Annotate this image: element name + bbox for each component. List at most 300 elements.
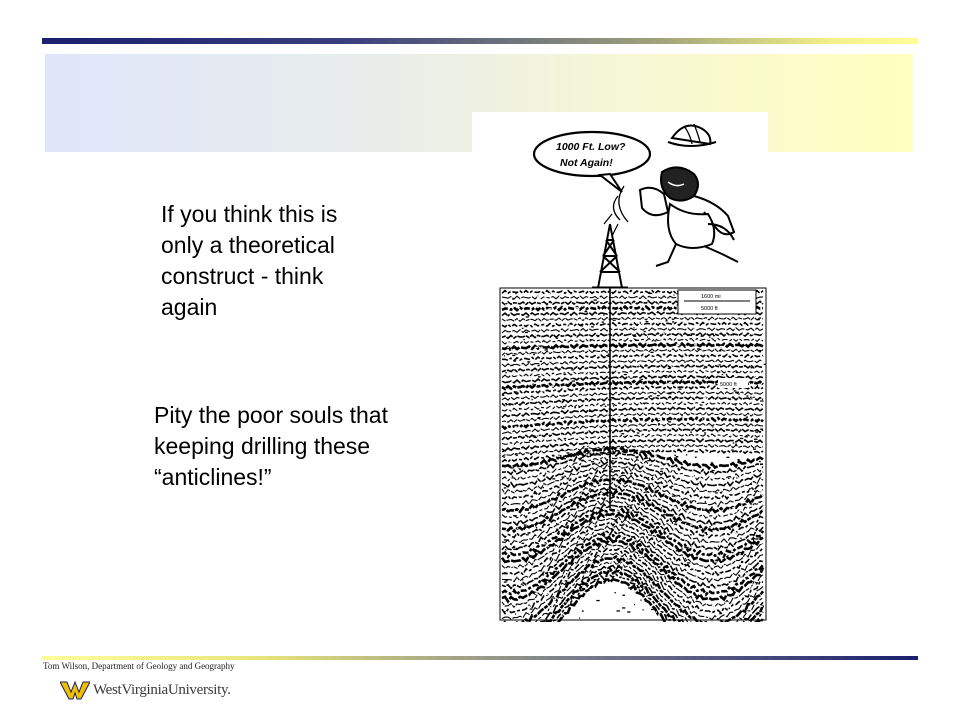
noise-speck (704, 390, 707, 391)
noise-speck (623, 343, 625, 344)
speech-bubble-tail (600, 174, 622, 192)
noise-speck (638, 549, 640, 550)
noise-speck (622, 607, 625, 608)
noise-speck (563, 551, 564, 552)
noise-speck (652, 560, 655, 561)
noise-speck (689, 434, 691, 435)
noise-speck (663, 316, 666, 317)
noise-speck (719, 364, 721, 365)
noise-speck (695, 457, 697, 458)
noise-speck (648, 518, 651, 519)
noise-speck (743, 334, 745, 335)
noise-speck (693, 526, 696, 527)
noise-speck (582, 610, 584, 611)
noise-speck (751, 367, 753, 368)
noise-speck (551, 386, 554, 387)
noise-speck (750, 550, 753, 551)
noise-speck (633, 336, 636, 337)
noise-speck (524, 554, 526, 555)
noise-speck (736, 477, 737, 478)
noise-speck (656, 561, 658, 562)
noise-speck (561, 406, 563, 407)
noise-speck (535, 530, 538, 531)
noise-speck (704, 532, 707, 533)
noise-speck (596, 600, 599, 601)
noise-speck (661, 503, 664, 504)
noise-speck (616, 449, 619, 450)
noise-speck (756, 432, 759, 433)
noise-speck (635, 604, 638, 605)
noise-speck (599, 414, 601, 415)
noise-speck (690, 524, 693, 525)
noise-speck (577, 456, 579, 457)
noise-speck (721, 536, 724, 537)
noise-speck (551, 596, 554, 597)
noise-speck (522, 579, 523, 580)
noise-speck (646, 321, 649, 322)
noise-speck (707, 578, 708, 579)
noise-speck (535, 451, 538, 452)
noise-speck (627, 295, 629, 296)
noise-speck (604, 483, 605, 484)
noise-speck (579, 618, 580, 619)
noise-speck (596, 604, 598, 605)
noise-speck (502, 451, 504, 452)
noise-speck (506, 580, 508, 581)
noise-speck (633, 327, 634, 328)
noise-speck (672, 321, 674, 322)
noise-speck (653, 537, 656, 538)
noise-speck (509, 349, 511, 350)
noise-speck (620, 588, 622, 589)
noise-speck (503, 480, 506, 481)
noise-speck (544, 341, 546, 342)
noise-speck (573, 542, 576, 543)
noise-speck (671, 618, 672, 619)
noise-speck (594, 579, 597, 580)
noise-speck (662, 417, 663, 418)
noise-speck (720, 388, 723, 389)
noise-speck (641, 379, 643, 380)
noise-speck (660, 471, 663, 472)
noise-speck (510, 501, 513, 502)
noise-speck (724, 537, 726, 538)
noise-speck (761, 295, 763, 296)
noise-speck (687, 467, 688, 468)
noise-speck (589, 411, 592, 412)
noise-speck (693, 499, 696, 500)
noise-speck (504, 440, 507, 441)
noise-speck (753, 568, 754, 569)
noise-speck (675, 605, 678, 606)
noise-speck (584, 558, 586, 559)
noise-speck (722, 374, 724, 375)
noise-speck (734, 601, 736, 602)
noise-speck (615, 314, 616, 315)
noise-speck (683, 550, 686, 551)
noise-speck (701, 336, 704, 337)
noise-speck (652, 443, 653, 444)
noise-speck (590, 451, 593, 452)
noise-speck (509, 427, 510, 428)
noise-speck (652, 477, 653, 478)
noise-speck (762, 431, 765, 432)
noise-speck (587, 551, 590, 552)
noise-speck (656, 426, 658, 427)
noise-speck (526, 547, 529, 548)
noise-speck (627, 427, 628, 428)
noise-speck (635, 548, 636, 549)
noise-speck (550, 348, 553, 349)
noise-speck (523, 339, 524, 340)
noise-speck (656, 508, 658, 509)
noise-speck (662, 514, 665, 515)
noise-speck (582, 394, 583, 395)
noise-speck (728, 517, 730, 518)
noise-speck (631, 309, 633, 310)
noise-speck (579, 554, 581, 555)
noise-speck (616, 321, 619, 322)
noise-speck (730, 580, 733, 581)
noise-speck (512, 594, 515, 595)
noise-speck (662, 593, 663, 594)
noise-speck (574, 595, 577, 596)
noise-speck (568, 447, 569, 448)
noise-speck (637, 463, 640, 464)
noise-speck (740, 393, 743, 394)
noise-speck (571, 499, 574, 500)
noise-speck (570, 454, 573, 455)
noise-speck (515, 293, 516, 294)
noise-speck (729, 389, 732, 390)
noise-speck (509, 449, 512, 450)
noise-speck (756, 583, 758, 584)
noise-speck (669, 517, 671, 518)
noise-speck (712, 426, 713, 427)
noise-speck (535, 593, 538, 594)
noise-speck (674, 458, 677, 459)
noise-speck (539, 389, 542, 390)
noise-speck (611, 332, 613, 333)
noise-speck (712, 483, 715, 484)
noise-speck (621, 433, 624, 434)
noise-speck (618, 567, 621, 568)
noise-speck (612, 471, 615, 472)
noise-speck (668, 340, 671, 341)
noise-speck (509, 439, 511, 440)
noise-speck (685, 558, 686, 559)
noise-speck (621, 537, 623, 538)
noise-speck (635, 430, 637, 431)
noise-speck (529, 405, 530, 406)
noise-speck (554, 464, 556, 465)
noise-speck (503, 611, 506, 612)
noise-speck (600, 493, 603, 494)
noise-speck (543, 543, 546, 544)
noise-speck (511, 469, 513, 470)
wvu-flying-wv-icon (60, 679, 90, 701)
noise-speck (550, 449, 553, 450)
noise-speck (577, 332, 580, 333)
noise-speck (581, 318, 584, 319)
noise-speck (506, 305, 509, 306)
noise-speck (632, 597, 635, 598)
noise-speck (574, 407, 576, 408)
noise-speck (556, 434, 557, 435)
noise-speck (650, 397, 652, 398)
noise-speck (595, 462, 597, 463)
noise-speck (515, 613, 516, 614)
noise-speck (560, 450, 564, 451)
noise-speck (543, 487, 544, 488)
noise-speck (567, 565, 571, 566)
noise-speck (601, 465, 604, 466)
noise-speck (617, 565, 619, 566)
noise-speck (704, 529, 706, 530)
noise-speck (507, 376, 509, 377)
noise-speck (734, 469, 737, 470)
noise-speck (764, 364, 766, 365)
noise-speck (718, 546, 719, 547)
noise-speck (593, 350, 596, 351)
noise-speck (667, 369, 670, 370)
noise-speck (551, 606, 553, 607)
noise-speck (656, 611, 657, 612)
noise-speck (676, 345, 679, 346)
wvu-logo (60, 678, 231, 702)
noise-speck (516, 484, 519, 485)
noise-speck (712, 470, 715, 471)
noise-speck (589, 354, 590, 355)
noise-speck (681, 502, 683, 503)
noise-speck (733, 442, 735, 443)
noise-speck (603, 314, 604, 315)
noise-speck (718, 613, 719, 614)
noise-speck (745, 573, 748, 574)
noise-speck (557, 456, 560, 457)
noise-speck (517, 577, 520, 578)
noise-speck (553, 558, 556, 559)
noise-speck (567, 538, 568, 539)
noise-speck (724, 519, 726, 520)
noise-speck (613, 320, 616, 321)
noise-speck (573, 351, 576, 352)
noise-speck (702, 418, 703, 419)
noise-speck (750, 586, 752, 587)
noise-speck (547, 526, 548, 527)
noise-speck (537, 296, 540, 297)
noise-speck (659, 482, 661, 483)
noise-speck (640, 429, 641, 430)
noise-speck (704, 432, 706, 433)
noise-speck (584, 506, 585, 507)
noise-speck (526, 534, 529, 535)
noise-speck (689, 335, 693, 336)
noise-speck (517, 307, 519, 308)
noise-speck (578, 314, 579, 315)
noise-speck (692, 396, 693, 397)
noise-speck (678, 344, 680, 345)
noise-speck (562, 600, 564, 601)
noise-speck (629, 326, 631, 327)
noise-speck (732, 507, 735, 508)
scale-bar (678, 290, 756, 314)
noise-speck (674, 317, 676, 318)
noise-speck (554, 527, 555, 528)
noise-speck (630, 426, 632, 427)
noise-speck (608, 354, 609, 355)
noise-speck (761, 523, 764, 524)
seismic-cartoon-svg (472, 112, 768, 622)
noise-speck (664, 586, 667, 587)
noise-speck (574, 483, 575, 484)
noise-speck (663, 482, 665, 483)
noise-speck (677, 317, 680, 318)
noise-speck (524, 586, 527, 587)
noise-speck (514, 360, 517, 361)
noise-speck (731, 561, 733, 562)
noise-speck (758, 350, 761, 351)
noise-speck (537, 351, 540, 352)
noise-speck (757, 385, 758, 386)
noise-speck (725, 479, 728, 480)
noise-speck (648, 367, 650, 368)
noise-speck (638, 451, 641, 452)
noise-speck (664, 339, 665, 340)
noise-speck (531, 589, 533, 590)
noise-speck (627, 512, 630, 513)
noise-speck (547, 543, 550, 544)
noise-speck (603, 385, 606, 386)
noise-speck (703, 508, 705, 509)
noise-speck (606, 355, 608, 356)
noise-speck (541, 347, 543, 348)
noise-speck (611, 469, 613, 470)
noise-speck (509, 404, 511, 405)
noise-speck (519, 491, 522, 492)
noise-speck (507, 508, 509, 509)
noise-speck (649, 293, 652, 294)
noise-speck (664, 324, 665, 325)
noise-speck (637, 328, 640, 329)
oil-derrick-icon (592, 224, 628, 288)
noise-speck (507, 295, 508, 296)
noise-speck (727, 555, 728, 556)
noise-speck (675, 576, 677, 577)
noise-speck (700, 528, 702, 529)
noise-speck (591, 461, 594, 462)
noise-speck (524, 405, 525, 406)
noise-speck (732, 553, 736, 554)
noise-speck (630, 388, 631, 389)
noise-speck (524, 524, 527, 525)
noise-speck (697, 348, 700, 349)
noise-speck (531, 594, 533, 595)
noise-speck (641, 323, 644, 324)
noise-speck (604, 536, 605, 537)
noise-speck (586, 591, 588, 592)
noise-speck (709, 509, 712, 510)
noise-speck (625, 436, 627, 437)
noise-speck (692, 475, 694, 476)
noise-speck (728, 593, 730, 594)
noise-speck (505, 549, 507, 550)
noise-speck (521, 364, 522, 365)
noise-speck (683, 522, 686, 523)
top-rule (42, 38, 918, 44)
noise-speck (504, 395, 505, 396)
noise-speck (504, 581, 507, 582)
noise-speck (571, 379, 573, 380)
noise-speck (707, 375, 708, 376)
noise-speck (700, 414, 701, 415)
noise-speck (634, 539, 637, 540)
noise-speck (721, 560, 722, 561)
noise-speck (681, 471, 684, 472)
noise-speck (738, 342, 740, 343)
noise-speck (726, 457, 729, 458)
noise-speck (512, 358, 514, 359)
noise-speck (529, 465, 532, 466)
noise-speck (643, 563, 646, 564)
noise-speck (658, 565, 660, 566)
noise-speck (574, 602, 577, 603)
noise-speck (590, 339, 592, 340)
noise-speck (759, 294, 760, 295)
noise-speck (760, 400, 763, 401)
noise-speck (565, 601, 567, 602)
noise-speck (661, 582, 663, 583)
noise-speck (515, 426, 518, 427)
noise-speck (715, 492, 717, 493)
body-text-anticlines: Pity the poor souls that keeping drilling these “anticlines!” (154, 402, 388, 490)
noise-speck (721, 516, 724, 517)
noise-speck (623, 323, 625, 324)
noise-speck (624, 374, 627, 375)
noise-speck (647, 336, 648, 337)
noise-speck (513, 306, 516, 307)
noise-speck (599, 531, 601, 532)
noise-speck (593, 521, 595, 522)
noise-speck (751, 391, 754, 392)
noise-speck (659, 292, 661, 293)
footer-credit: Tom Wilson, Department of Geology and Geography (43, 661, 235, 671)
noise-speck (617, 466, 618, 467)
noise-speck (507, 316, 508, 317)
noise-speck (581, 460, 584, 461)
noise-speck (576, 588, 578, 589)
noise-speck (517, 546, 519, 547)
noise-speck (556, 523, 558, 524)
noise-speck (561, 475, 564, 476)
noise-speck (660, 423, 663, 424)
noise-speck (551, 505, 553, 506)
noise-speck (748, 516, 749, 517)
noise-speck (644, 556, 646, 557)
noise-speck (622, 501, 625, 502)
noise-speck (646, 601, 648, 602)
noise-speck (562, 408, 565, 409)
noise-speck (642, 539, 645, 540)
noise-speck (632, 521, 635, 522)
noise-speck (756, 343, 758, 344)
noise-speck (705, 466, 706, 467)
noise-speck (507, 403, 508, 404)
noise-speck (679, 388, 682, 389)
noise-speck (646, 331, 647, 332)
noise-speck (760, 606, 763, 607)
noise-speck (534, 437, 537, 438)
